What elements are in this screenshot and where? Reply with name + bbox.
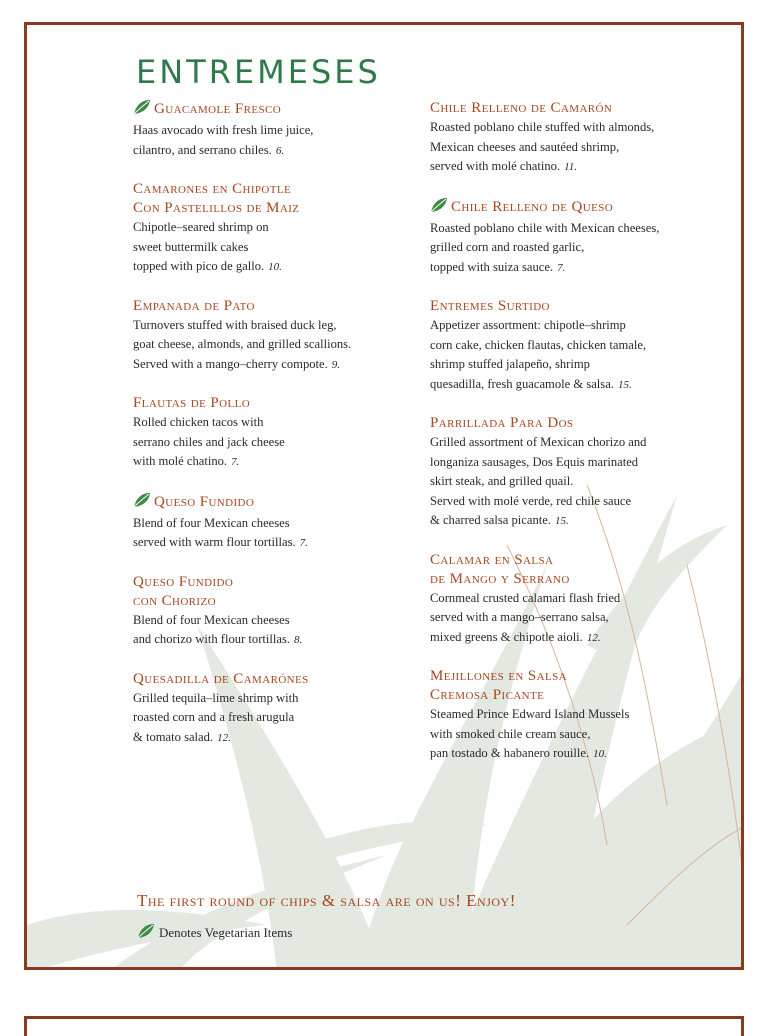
menu-item-name: [430, 197, 720, 219]
menu-item-description-text: Grilled tequila–lime shrimp with roasted corn and a fresh arugula & tomato salad.: [133, 690, 299, 744]
menu-item-description-text: Grilled assortment of Mexican chorizo and longaniza sausages, Dos Equis marinated skirt steak, and grilled quail. Served with molé verde, red chile sauce & charred salsa picante.: [430, 435, 647, 527]
menu-item: [430, 99, 720, 178]
menu-item-name-text: Quesadilla de Camarónes: [133, 670, 309, 687]
menu-item-price: 12.: [217, 731, 231, 744]
menu-item-description: [133, 689, 423, 749]
section-title: ENTREMESES: [136, 53, 381, 91]
menu-item-price: 8.: [294, 634, 303, 646]
menu-item-price: 7.: [299, 537, 308, 549]
menu-item-name: [133, 492, 423, 514]
leaf-icon: [430, 197, 448, 219]
menu-page-frame: [24, 22, 744, 970]
legend-text: Denotes Vegetarian Items: [159, 925, 293, 940]
menu-item-name: [430, 414, 720, 433]
menu-item-description: [430, 589, 720, 649]
menu-item: [133, 492, 423, 554]
menu-item-description: [133, 611, 423, 651]
menu-item-name-text: Queso Fundido: [154, 493, 255, 510]
menu-item-description: [133, 121, 423, 161]
menu-item-name-text: Camarones en Chipotle Con Pastelillos de Maiz: [133, 181, 300, 216]
menu-item-description-text: Blend of four Mexican cheeses and chorizo with flour tortillas.: [133, 612, 291, 646]
menu-item-description-text: Rolled chicken tacos with serrano chiles and jack cheese with molé chatino.: [133, 415, 285, 468]
menu-item: [430, 197, 720, 279]
menu-item: [430, 551, 720, 649]
menu-item-price: 15.: [554, 515, 569, 527]
menu-item-description-text: Steamed Prince Edward Island Mussels with smoked chile cream sauce, pan tostado & habanero rouille.: [430, 707, 630, 760]
menu-item: [133, 99, 423, 161]
menu-item-description: [430, 433, 720, 532]
menu-item-name: [133, 99, 423, 121]
menu-item-description-text: Roasted poblano chile with Mexican cheeses, grilled corn and roasted garlic, topped with suiza sauce.: [430, 220, 660, 274]
menu-item-description-text: Roasted poblano chile stuffed with almonds, Mexican cheeses and sautéed shrimp, served with molé chatino.: [430, 120, 655, 173]
menu-item-name: [430, 297, 720, 316]
menu-item-description-text: Appetizer assortment: chipotle–shrimp corn cake, chicken flautas, chicken tamale, shrimp stuffed jalapeño, shrimp quesadilla, fresh guacamole & salsa.: [430, 318, 647, 391]
menu-item-name: [430, 667, 720, 705]
menu-item-description-text: Turnovers stuffed with braised duck leg, goat cheese, almonds, and grilled scallions. Served with a mango–cherry compote.: [133, 317, 352, 371]
menu-item: [133, 670, 423, 749]
menu-item-name-text: Parrillada Para Dos: [430, 415, 574, 431]
menu-item-price: 10.: [268, 261, 282, 273]
right-menu-column: [430, 99, 720, 784]
menu-item-name-text: Calamar en Salsa de Mango y Serrano: [430, 551, 570, 587]
menu-item-price: 9.: [331, 358, 341, 371]
menu-item-description: [133, 316, 423, 376]
menu-item: [430, 667, 720, 765]
menu-item-name-text: Chile Relleno de Camarón: [430, 100, 613, 116]
leaf-icon: [137, 923, 155, 943]
footer-message: The first round of chips & salsa are on us! Enjoy!: [137, 891, 516, 910]
leaf-icon: [133, 492, 151, 514]
menu-item-description-text: Cornmeal crusted calamari flash fried served with a mango–serrano salsa, mixed greens & chipotle aioli.: [430, 590, 621, 644]
menu-item-name-text: Empanada de Pato: [133, 297, 255, 314]
menu-item-description: [430, 705, 720, 765]
menu-item: [430, 414, 720, 532]
menu-item-price: 6.: [275, 144, 285, 157]
menu-item-name: [133, 180, 423, 218]
menu-item-name: [133, 297, 423, 316]
menu-item-name-text: Mejillones en Salsa Cremosa Picante: [430, 668, 567, 703]
menu-item: [430, 297, 720, 395]
menu-item-description: [430, 316, 720, 395]
vegetarian-legend: [137, 923, 292, 943]
menu-item-description-text: Chipotle–seared shrimp on sweet buttermilk cakes topped with pico de gallo.: [133, 220, 269, 273]
menu-item-price: 7.: [557, 261, 566, 274]
menu-item-name-text: Chile Relleno de Queso: [451, 198, 614, 215]
menu-item-name-text: Entremes Surtido: [430, 298, 550, 314]
menu-item-price: 15.: [617, 378, 632, 391]
menu-item-name: [133, 573, 423, 611]
menu-item-name: [133, 670, 423, 689]
menu-item-name: [430, 99, 720, 118]
menu-item-name: [133, 394, 423, 413]
next-page-frame-edge: [24, 1016, 744, 1036]
menu-item-price: 7.: [231, 456, 240, 468]
menu-item: [133, 573, 423, 651]
menu-item: [133, 394, 423, 473]
menu-item-description: [430, 219, 720, 279]
menu-item: [133, 297, 423, 376]
menu-item: [133, 180, 423, 278]
menu-item-description-text: Blend of four Mexican cheeses served with warm flour tortillas.: [133, 515, 296, 549]
menu-item-description: [133, 514, 423, 554]
menu-item-name-text: Queso Fundido con Chorizo: [133, 573, 234, 609]
menu-item-name-text: Flautas de Pollo: [133, 395, 251, 411]
left-menu-column: [133, 99, 423, 767]
menu-item-price: 10.: [593, 748, 607, 760]
menu-item-price: 11.: [564, 161, 578, 173]
leaf-icon: [133, 99, 151, 121]
menu-item-description: [133, 413, 423, 473]
menu-item-description: [133, 218, 423, 278]
menu-item-description-text: Haas avocado with fresh lime juice, cilantro, and serrano chiles.: [133, 123, 314, 157]
menu-item-description: [430, 118, 720, 178]
menu-item-price: 12.: [586, 631, 601, 644]
menu-item-name: [430, 551, 720, 589]
menu-item-name-text: Guacamole Fresco: [154, 101, 282, 117]
